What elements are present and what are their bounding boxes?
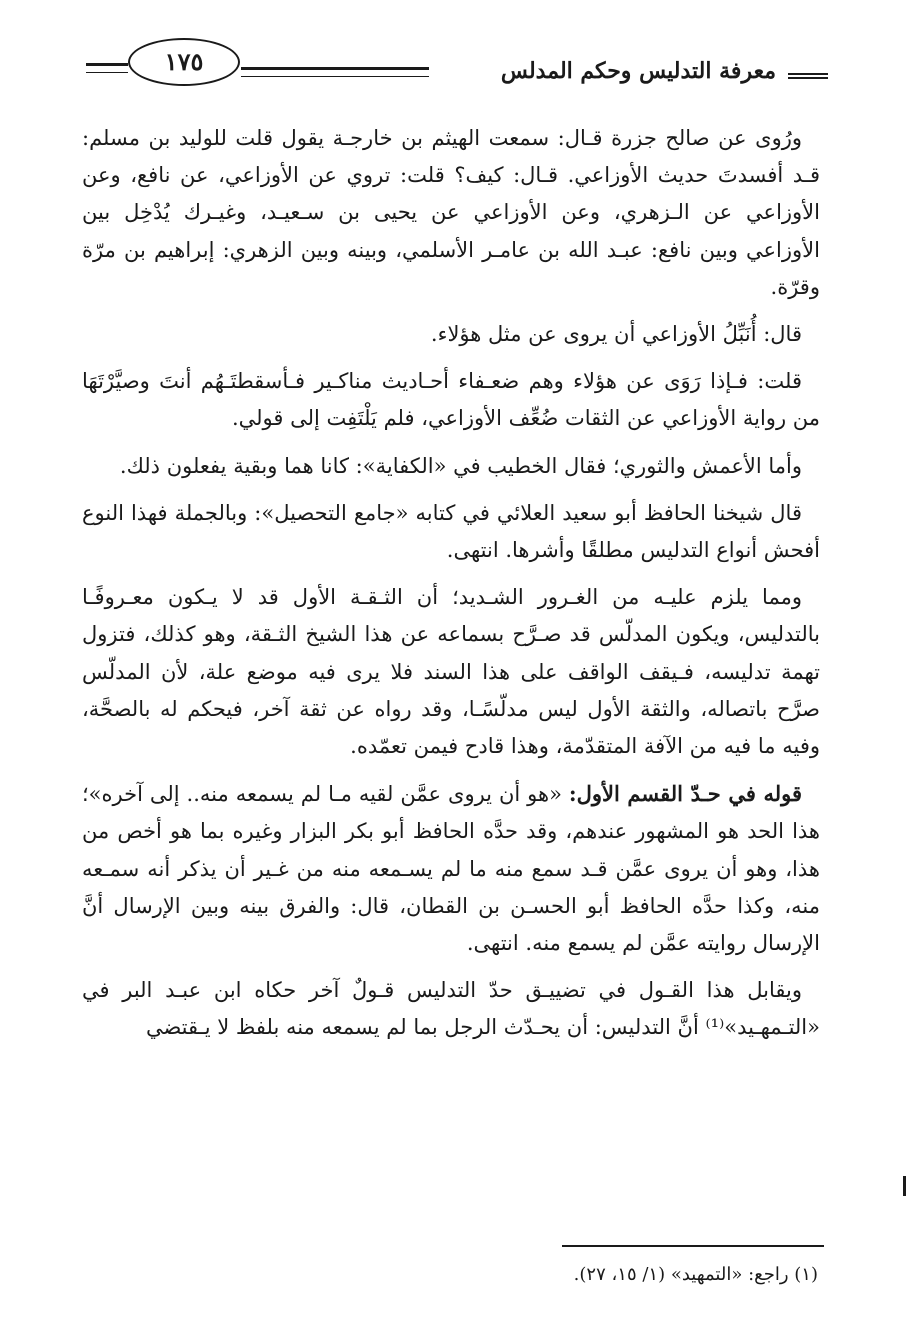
paragraph: ويقابل هذا القـول في تضييـق حدّ التدليس قـولٌ آخر حكاه ابن عبـد البر في «التـمهـيد»⁽¹⁾ أنَّ التدليس: أن يحـدّث الرجل بما لم يسمعه منه بلفظ لا يـقتضي [82,978,820,1040]
footnote: (١) راجع: «التمهيد» (١/ ١٥، ٢٧). [573,1264,818,1285]
paragraph-lead: قوله في حـدّ القسم الأول: [568,781,802,807]
page-number: ١٧٥ [128,38,240,86]
paragraph: ومما يلزم عليـه من الغـرور الشـديد؛ أن الثـقـة الأول قد لا يـكون معـروفًـا بالتدليس، ويكون المدلّس قد صـرَّح بسماعه عن هذا الشيخ الثـقة، وهو كذلك، فتزول تهمة تدليسه، فـيقف الواقف على هذا السند فلا يرى فيه موضع علة، لأن المدلّس صرَّح باتصاله، والثقة الأول ليس مدلّسًـا، وقد رواه عن ثقة آخر، فيحكم له بالصحَّة، وفيه ما فيه من الآفة المتقدّمة، وهذا قادح فيمن تعمّده. [82,585,820,759]
paragraph: وأما الأعمش والثوري؛ فقال الخطيب في «الكفاية»: كانا هما وبقية يفعلون ذلك. [119,453,802,478]
header-rule-right [788,73,828,79]
paragraph: قال شيخنا الحافظ أبو سعيد العلائي في كتابه «جامع التحصيل»: وبالجملة فهذا النوع أفحش أنواع التدليس مطلقًا وأشرها. انتهى. [82,500,820,563]
paragraph-rest: «هو أن يروى عمَّن لقيه مـا لم يسمعه منه.. إلى آخره»؛ هذا الحد هو المشهور عندهم، وقد حدَّه الحافظ أبو بكر البزار وغيره بما هو أخص من هذا، وهو أن يروى عمَّن قـد سمع منه ما لم يسـمعه منه من غـير أن يذكر أنه سمـعه منه، وكذا حدَّه الحافظ أبو الحسـن بن القطان، قال: والفرق بينه وبين الإرسال أنَّ الإرسال روايته عمَّن لم يسمع منه. انتهى. [82,782,820,956]
header-rule-middle [241,67,429,77]
header-rule-left [86,63,128,73]
footnote-separator [562,1245,824,1247]
running-header [86,38,828,90]
paragraph: قال: أُنَبِّلُ الأوزاعي أن يروى عن مثل هؤلاء. [430,322,802,347]
paragraph: قلت: فـإذا رَوَى عن هؤلاء وهم ضعـفاء أحـاديث مناكـير فـأسقطتَـهُم أنتَ وصيَّرْتَهَا من رواية الأوزاعي عن الثقات ضُعِّف الأوزاعي، فلم يَلْتَفِت إلى قولي. [82,369,820,431]
running-title: معرفة التدليس وحكم المدلس [500,58,776,84]
margin-mark [903,1176,906,1196]
paragraph: ورُوى عن صالح جزرة قـال: سمعت الهيثم بن خارجـة يقول قلت للوليد بن مسلم: قـد أفسدتَ حديث الأوزاعي. قـال: كيف؟ قلت: تروي عن الأوزاعي، عن نافع، وعن الأوزاعي عن الـزهري، وعن الأوزاعي عن يحيى بن سـعيـد، وغيـرك يُدْخِل بين الأوزاعي وبين نافع: عبـد الله بن عامـر الأسلمي، وبينه وبين الزهري: إبراهيم بن مرّة وقرّة. [82,126,820,299]
paragraph-definition [82,775,820,962]
body-text [82,120,820,1057]
